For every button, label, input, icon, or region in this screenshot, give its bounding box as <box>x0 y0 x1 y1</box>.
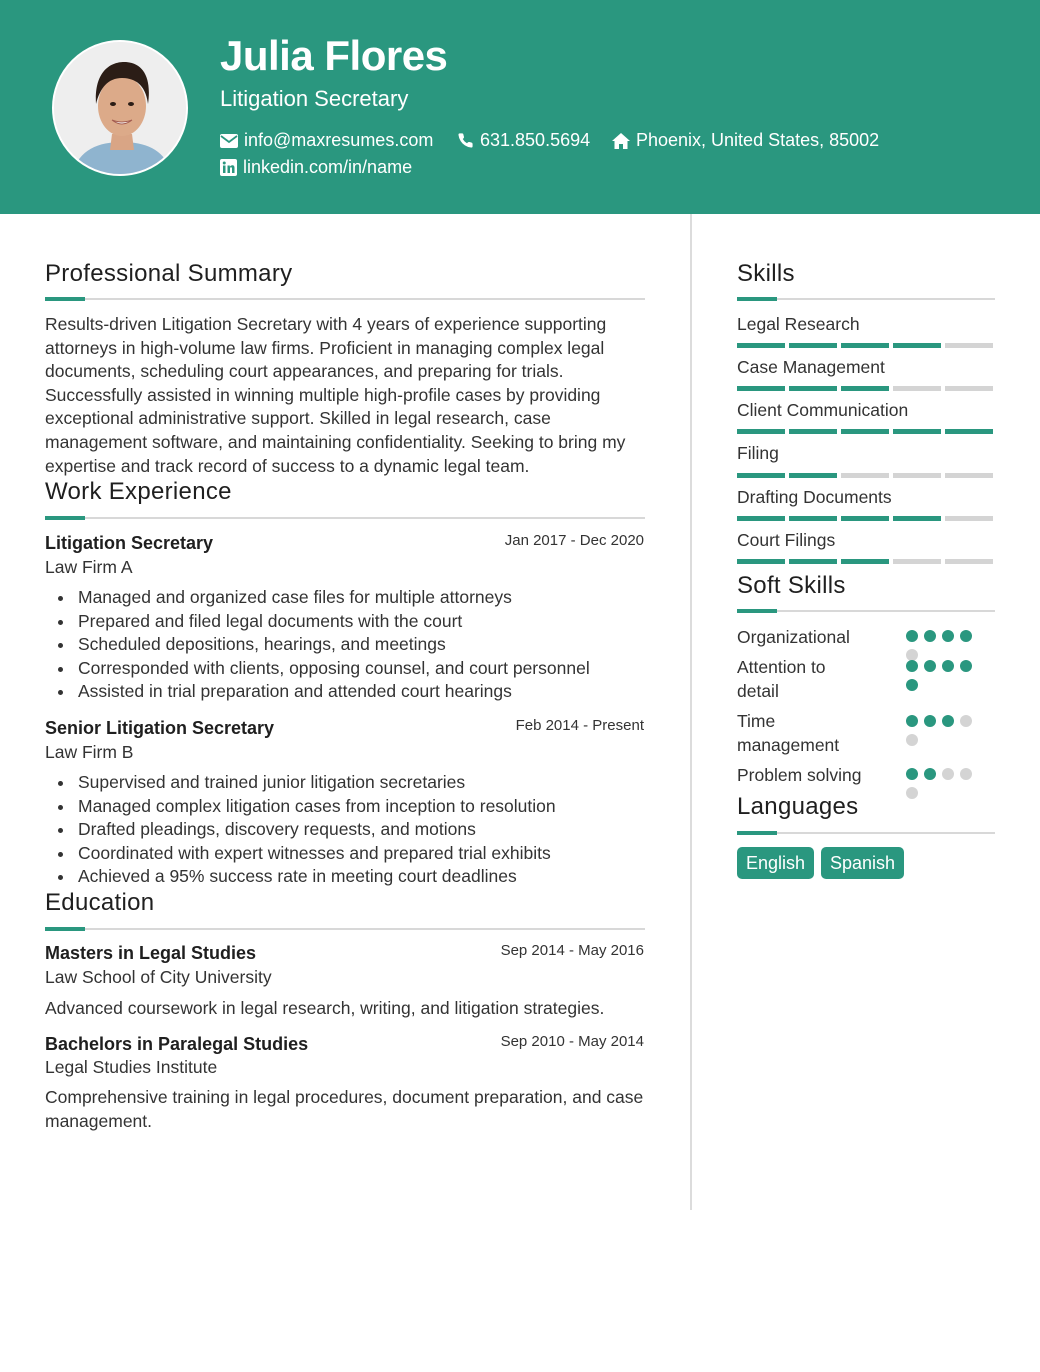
soft-skill-dot <box>924 715 936 727</box>
skill-name: Client Communication <box>737 400 909 420</box>
job-title: Litigation Secretary <box>45 533 214 553</box>
phone-text: 631.850.5694 <box>480 130 591 150</box>
soft-skill-name: Attention to detail <box>737 657 826 701</box>
soft-skills-heading: Soft Skills <box>737 572 846 599</box>
summary-heading: Professional Summary <box>45 260 293 287</box>
soft-skill-dots <box>906 715 978 746</box>
skill-level-segment <box>737 429 785 434</box>
job-bullets <box>45 771 645 889</box>
education-dates: Sep 2014 - May 2016 <box>500 942 644 959</box>
soft-skill-dot <box>960 630 972 642</box>
profile-photo-icon <box>54 42 188 176</box>
skill-level-segment <box>841 386 889 391</box>
soft-skill-dots <box>906 660 978 691</box>
soft-skill-dot <box>942 660 954 672</box>
experience-rule <box>45 517 645 519</box>
list-item: Managed complex litigation cases from inception to resolution <box>45 795 645 819</box>
skill-name: Case Management <box>737 357 885 377</box>
list-item: Corresponded with clients, opposing counsel, and court personnel <box>45 657 645 681</box>
soft-skill-dot <box>906 630 918 642</box>
skill-level-segment <box>945 386 993 391</box>
skill-level-segment <box>841 516 889 521</box>
skill-level-segment <box>737 473 785 478</box>
job-company: Law Firm B <box>45 742 134 762</box>
skill-level-segment <box>893 386 941 391</box>
linkedin-icon <box>220 159 237 176</box>
soft-skill-dot <box>924 768 936 780</box>
skill-level-segment <box>893 516 941 521</box>
skill-level-segment <box>841 559 889 564</box>
skill-level-segment <box>945 343 993 348</box>
language-badge-english: English <box>737 847 814 879</box>
skill-name: Court Filings <box>737 530 836 550</box>
skill-level-segment <box>841 343 889 348</box>
soft-skill-dot <box>960 715 972 727</box>
soft-skill-name: Problem solving <box>737 765 862 785</box>
experience-heading: Work Experience <box>45 478 232 505</box>
skill-level-segment <box>789 559 837 564</box>
soft-skill-dots <box>906 768 978 799</box>
skill-name: Drafting Documents <box>737 487 892 507</box>
phone-contact[interactable] <box>457 130 590 151</box>
soft-skill-dot <box>906 679 918 691</box>
soft-skill-dot <box>906 734 918 746</box>
summary-rule-accent <box>45 297 85 301</box>
job-dates: Feb 2014 - Present <box>515 717 644 734</box>
job-title: Senior Litigation Secretary <box>45 718 275 738</box>
email-contact[interactable] <box>220 130 433 151</box>
skill-level-bar <box>737 429 993 434</box>
list-item: Drafted pleadings, discovery requests, and motions <box>45 818 645 842</box>
skill-level-segment <box>945 516 993 521</box>
education-dates: Sep 2010 - May 2014 <box>500 1033 644 1050</box>
location-text: Phoenix, United States, 85002 <box>636 130 880 150</box>
skill-level-segment <box>789 386 837 391</box>
email-text: info@maxresumes.com <box>244 130 434 150</box>
job-bullets <box>45 586 645 704</box>
phone-icon <box>457 132 474 149</box>
skill-level-segment <box>841 473 889 478</box>
envelope-icon <box>220 134 238 148</box>
list-item: Coordinated with expert witnesses and prepared trial exhibits <box>45 842 645 866</box>
soft-skill-dot <box>942 768 954 780</box>
soft-skill-dot <box>906 768 918 780</box>
skill-level-segment <box>789 516 837 521</box>
summary-rule <box>45 298 645 300</box>
summary-text: Results-driven Litigation Secretary with 4 years of experience supporting attorneys in high-volume law firms. Proficient in managing complex legal documents, scheduling court appearances, and preparing for trials. Successfully assisted in winning multiple high-profile cases by providing exceptional administrative support. Skilled in legal research, case management software, and maintaining confidentiality. Seeking to bring my expertise and track record of success to a dynamic legal team. <box>45 314 626 476</box>
skill-level-segment <box>737 516 785 521</box>
skill-level-segment <box>893 473 941 478</box>
education-rule <box>45 928 645 930</box>
skills-heading: Skills <box>737 260 795 287</box>
soft-skill-name: Organizational <box>737 627 850 647</box>
list-item: Supervised and trained junior litigation secretaries <box>45 771 645 795</box>
soft-skill-dot <box>924 660 936 672</box>
skill-level-segment <box>893 343 941 348</box>
skill-name: Filing <box>737 443 779 463</box>
skill-level-segment <box>737 343 785 348</box>
skill-level-segment <box>737 386 785 391</box>
skill-level-bar <box>737 559 993 564</box>
degree-title: Bachelors in Paralegal Studies <box>45 1034 309 1054</box>
skill-level-segment <box>893 559 941 564</box>
soft-skill-dot <box>906 787 918 799</box>
languages-rule-accent <box>737 831 777 835</box>
list-item: Managed and organized case files for multiple attorneys <box>45 586 645 610</box>
soft-skill-dots <box>906 630 978 661</box>
school-name: Legal Studies Institute <box>45 1057 218 1077</box>
skill-level-segment <box>789 429 837 434</box>
skill-level-segment <box>789 343 837 348</box>
skill-level-segment <box>841 429 889 434</box>
education-description: Comprehensive training in legal procedures, document preparation, and case management. <box>45 1087 644 1131</box>
location-contact <box>612 130 879 151</box>
soft-skill-dot <box>960 768 972 780</box>
column-divider <box>690 214 692 1210</box>
skill-level-bar <box>737 386 993 391</box>
soft-skill-dot <box>960 660 972 672</box>
education-rule-accent <box>45 927 85 931</box>
list-item: Assisted in trial preparation and attended court hearings <box>45 680 645 704</box>
soft-skill-dot <box>924 630 936 642</box>
skill-level-segment <box>893 429 941 434</box>
school-name: Law School of City University <box>45 967 272 987</box>
job-dates: Jan 2017 - Dec 2020 <box>504 532 644 549</box>
list-item: Achieved a 95% success rate in meeting court deadlines <box>45 865 645 889</box>
skill-level-segment <box>945 559 993 564</box>
skill-level-bar <box>737 343 993 348</box>
home-icon <box>612 133 630 149</box>
soft-skill-dot <box>906 660 918 672</box>
education-heading: Education <box>45 889 155 916</box>
candidate-name: Julia Flores <box>220 32 448 79</box>
soft-skills-rule-accent <box>737 609 777 613</box>
skill-level-segment <box>945 429 993 434</box>
soft-skill-dot <box>942 630 954 642</box>
list-item: Scheduled depositions, hearings, and meetings <box>45 633 645 657</box>
soft-skill-dot <box>906 715 918 727</box>
skill-name: Legal Research <box>737 314 860 334</box>
skill-level-segment <box>789 473 837 478</box>
languages-heading: Languages <box>737 793 859 820</box>
education-description: Advanced coursework in legal research, writing, and litigation strategies. <box>45 998 605 1018</box>
soft-skill-dot <box>942 715 954 727</box>
skill-level-bar <box>737 473 993 478</box>
linkedin-contact[interactable] <box>220 157 412 178</box>
skill-level-segment <box>737 559 785 564</box>
skill-level-segment <box>945 473 993 478</box>
experience-rule-accent <box>45 516 85 520</box>
soft-skill-name: Time management <box>737 711 840 755</box>
linkedin-text: linkedin.com/in/name <box>243 157 413 177</box>
degree-title: Masters in Legal Studies <box>45 943 257 963</box>
language-badge-spanish: Spanish <box>821 847 904 879</box>
list-item: Prepared and filed legal documents with the court <box>45 610 645 634</box>
skill-level-bar <box>737 516 993 521</box>
candidate-title: Litigation Secretary <box>220 86 409 111</box>
skills-rule-accent <box>737 297 777 301</box>
job-company: Law Firm A <box>45 557 133 577</box>
resume-header <box>0 0 1040 214</box>
avatar <box>52 40 188 176</box>
